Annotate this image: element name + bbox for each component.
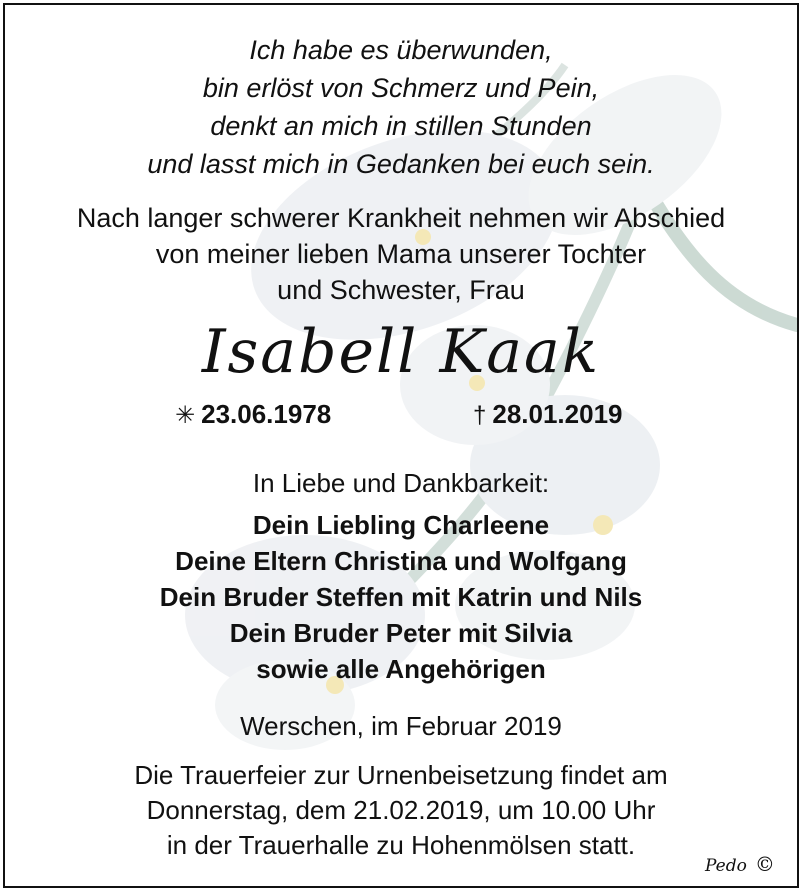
funeral-line: Die Trauerfeier zur Urnenbeisetzung findet am: [134, 760, 668, 790]
intro-line: Nach langer schwerer Krankheit nehmen wir Abschied: [76, 203, 726, 233]
mourner-line: Dein Bruder Steffen mit Katrin und Nils: [159, 582, 643, 612]
poem-line: denkt an mich in stillen Stunden: [210, 111, 592, 141]
mourners-heading: In Liebe und Dankbarkeit:: [252, 468, 550, 498]
intro-line: und Schwester, Frau: [277, 275, 525, 305]
poem-line: bin erlöst von Schmerz und Pein,: [202, 73, 600, 103]
designer-signature: [705, 852, 775, 876]
funeral-line: in der Trauerhalle zu Hohenmölsen statt.: [166, 830, 636, 860]
mourner-line: Dein Bruder Peter mit Silvia: [229, 618, 573, 648]
place-date: Werschen, im Februar 2019: [240, 711, 562, 741]
obituary-frame: [3, 3, 799, 888]
mourner-line: sowie alle Angehörigen: [256, 654, 546, 684]
birth-date-group: [175, 399, 331, 430]
death-date: 28.01.2019: [492, 399, 623, 429]
copyright-icon: ©: [754, 852, 775, 876]
funeral-line: Donnerstag, dem 21.02.2019, um 10.00 Uhr: [146, 795, 656, 825]
deceased-name: Isabell Kaak: [201, 317, 601, 387]
birth-star-icon: ✳: [175, 402, 196, 429]
mourner-line: Dein Liebling Charleene: [252, 510, 550, 540]
intro-line: von meiner lieben Mama unserer Tochter: [155, 239, 647, 269]
death-cross-icon: †: [473, 402, 487, 429]
birth-date: 23.06.1978: [201, 399, 332, 429]
signature-text: Pedo: [705, 856, 747, 876]
poem-line: und lasst mich in Gedanken bei euch sein.: [147, 149, 655, 179]
poem-line: Ich habe es überwunden,: [249, 35, 553, 65]
mourner-line: Deine Eltern Christina und Wolfgang: [175, 546, 627, 576]
death-date-group: [473, 399, 623, 430]
